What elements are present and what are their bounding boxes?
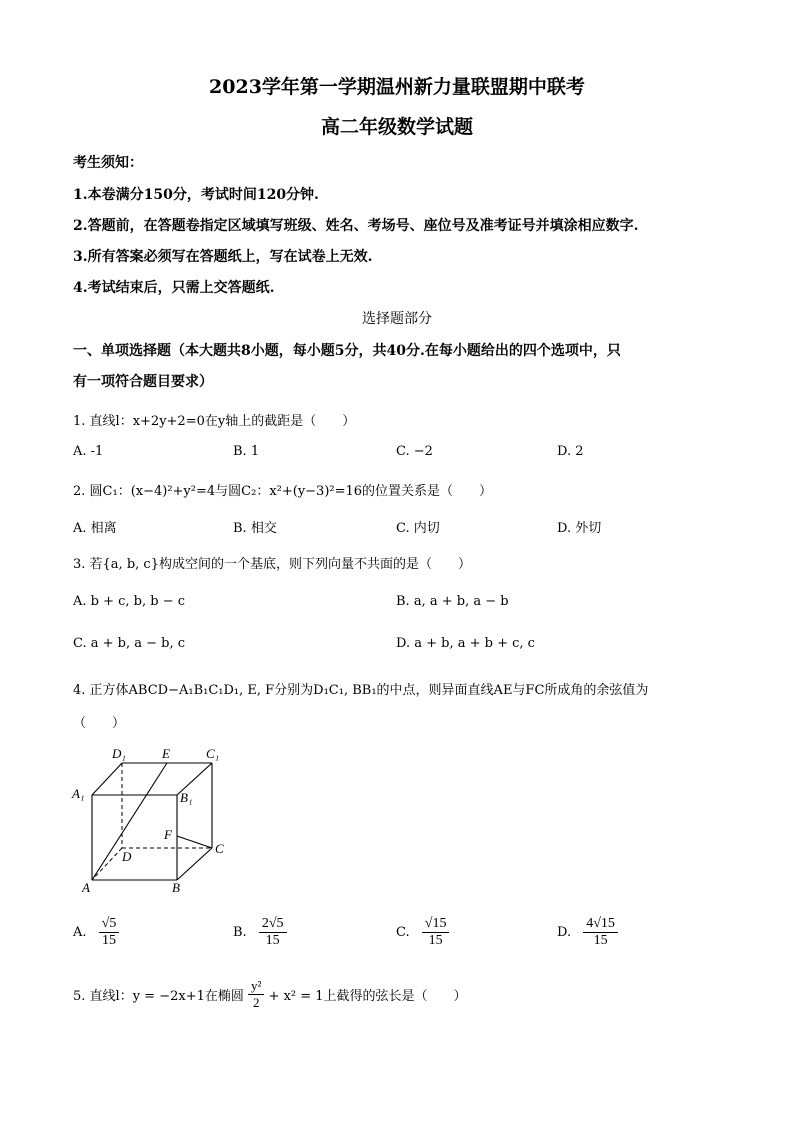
q4-stem-continuation: （ ） [73,716,126,731]
label-b1: B₁ [180,790,193,805]
label-d: D [122,849,132,864]
q3-option-b: B. a, a + b, a − b [396,594,509,609]
label-c1: C₁ [206,746,220,761]
notice-item-4: 4.考试结束后，只需上交答题纸. [73,280,275,296]
q2-option-d: D. 外切 [557,521,602,536]
q4-option-a: A. $\frac{√5}{15}$ [73,916,119,949]
q1-option-b: B. 1 [233,444,260,459]
notice-heading: 考生须知： [73,155,143,171]
exam-subtitle: 高二年级数学试题 [320,116,473,138]
q1-option-d: D. 2 [557,444,584,459]
label-b: B [172,880,180,895]
label-e: E [162,746,170,761]
label-f: F [164,827,172,842]
notice-item-3: 3.所有答案必须写在答题纸上，写在试卷上无效. [73,249,373,265]
q4-stem: 4. 正方体ABCD−A₁B₁C₁D₁, E, F分别为D₁C₁, BB₁的中点，则异面直线AE与FC所成角的余弦值为 [73,683,649,698]
q3-stem: 3. 若{a, b, c}构成空间的一个基底，则下列向量不共面的是（ ） [73,557,471,572]
notice-item-1: 1.本卷满分150分，考试时间120分钟. [73,187,319,203]
label-d1: D₁ [112,746,126,761]
cube-figure [60,740,240,900]
q4-option-d: D. $\frac{4√15}{15}$ [557,916,618,949]
notice-item-2: 2.答题前，在答题卷指定区域填写班级、姓名、考场号、座位号及准考证号并填涂相应数字. [73,218,639,234]
label-a: A [82,880,90,895]
q1-stem: 1. 直线l：x+2y+2=0在y轴上的截距是（ ） [73,414,356,429]
part1-instructions-line2: 有一项符合题目要求） [73,374,213,390]
q1-option-a: A. -1 [73,444,104,459]
q2-option-b: B. 相交 [233,521,277,536]
q5-stem: 5. 直线l：y = −2x+1在椭圆 $\frac{\text{y²}}{2}$ + x² = 1上截得的弦长是（ ） [73,978,467,1010]
q3-option-a: A. b + c, b, b − c [73,594,186,609]
q2-option-c: C. 内切 [396,521,440,536]
q4-option-c: C. $\frac{√15}{15}$ [396,916,449,949]
q3-option-d: D. a + b, a + b + c, c [396,636,535,651]
part1-instructions-line1: 一、单项选择题（本大题共8小题，每小题5分，共40分.在每小题给出的四个选项中，只 [73,343,621,359]
q2-option-a: A. 相离 [73,521,117,536]
section-title: 选择题部分 [362,311,432,327]
label-c: C [215,841,224,856]
q1-option-c: C. −2 [396,444,433,459]
q3-option-c: C. a + b, a − b, c [73,636,186,651]
q2-stem: 2. 圆C₁：(x−4)²+y²=4与圆C₂：x²+(y−3)²=16的位置关系是（ ） [73,484,493,499]
label-a1: A₁ [72,786,85,801]
q4-option-b: B. $\frac{2√5}{15}$ [233,916,287,949]
exam-title: 2023学年第一学期温州新力量联盟期中联考 [209,76,585,98]
